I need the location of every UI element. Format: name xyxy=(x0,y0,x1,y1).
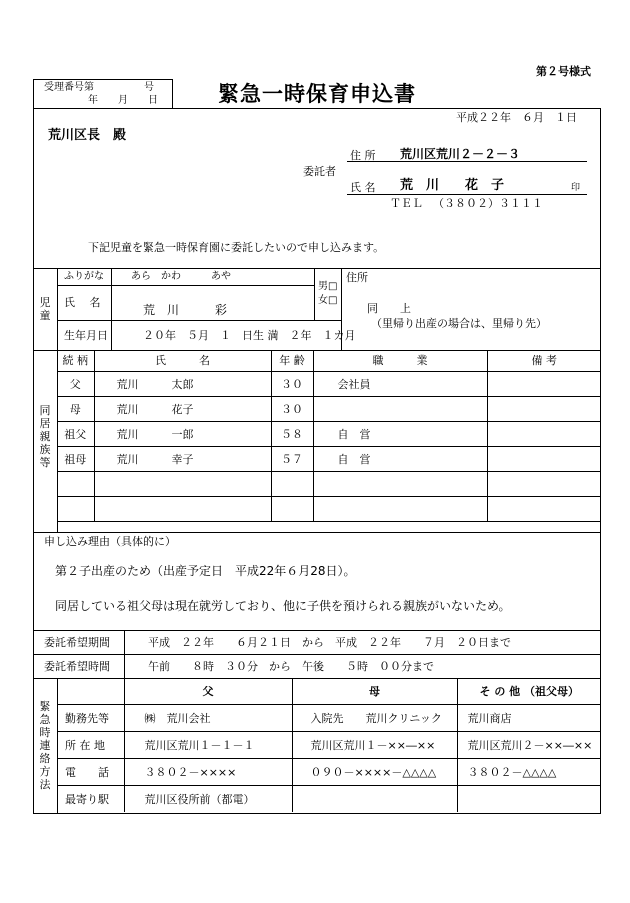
section-char: 居 xyxy=(39,417,51,430)
section-char: 親 xyxy=(39,430,51,443)
reason-label: 申し込み理由（具体的に） xyxy=(44,535,176,548)
child-name-label: 氏 名 xyxy=(64,296,101,309)
section-char: 時 xyxy=(39,726,51,739)
applicant-name: 荒 川 花 子 xyxy=(400,178,505,193)
table-row xyxy=(57,446,601,471)
table-row xyxy=(57,421,601,446)
table-row xyxy=(57,785,601,812)
tel-label: ＴＥＬ xyxy=(390,197,423,210)
addressee: 荒川区長 殿 xyxy=(48,128,127,143)
section-char: 童 xyxy=(39,309,51,322)
age-cell xyxy=(271,471,313,496)
table-row xyxy=(57,731,601,758)
rule xyxy=(33,630,601,631)
rule xyxy=(57,268,58,350)
other-cell: 荒川商店 xyxy=(457,704,601,731)
rule xyxy=(314,268,315,320)
notes-cell xyxy=(487,396,601,421)
notes-cell xyxy=(487,371,601,396)
rule xyxy=(57,285,314,286)
section-char: 法 xyxy=(39,778,51,791)
occupation-cell xyxy=(313,496,487,521)
name-cell: 荒川 花子 xyxy=(94,396,271,421)
father-cell: 荒川区荒川１－１－１ xyxy=(124,731,292,758)
table-row xyxy=(57,496,601,521)
section-char: 等 xyxy=(39,456,51,469)
age-cell: ３０ xyxy=(271,396,313,421)
relation-cell: 父 xyxy=(57,371,94,396)
notes-cell xyxy=(487,496,601,521)
name-cell xyxy=(94,471,271,496)
name-cell: 荒川 一郎 xyxy=(94,421,271,446)
table-row xyxy=(57,396,601,421)
section-family xyxy=(38,404,52,469)
section-child xyxy=(38,296,52,322)
table-row xyxy=(57,704,601,731)
rule xyxy=(33,654,601,655)
child-address-note: （里帰り出産の場合は、里帰り先） xyxy=(371,317,547,330)
applicant-tel: （３８０２）３１１１ xyxy=(433,197,543,210)
sex-female-checkbox[interactable]: 女□ xyxy=(318,295,338,306)
birth-label: 生年月日 xyxy=(64,329,108,342)
table-row xyxy=(57,471,601,496)
applicant-address: 荒川区荒川２－２－３ xyxy=(400,147,521,161)
furigana-label: ふりがな xyxy=(64,271,104,282)
sex-male-checkbox[interactable]: 男□ xyxy=(318,281,338,292)
mother-cell xyxy=(292,785,457,812)
mother-cell: 荒川区荒川１－××―×× xyxy=(292,731,457,758)
child-name: 荒 川 彩 xyxy=(143,303,228,317)
period-label: 委託希望期間 xyxy=(44,636,110,649)
child-birth: ２０年 ５月 １ 日生 満 ２年 １カ月 xyxy=(143,329,356,342)
age-cell: ５７ xyxy=(271,446,313,471)
emergency-header-row xyxy=(57,678,601,704)
header-father: 父 xyxy=(124,678,292,704)
age-cell: ５８ xyxy=(271,421,313,446)
name-cell xyxy=(94,496,271,521)
reason-line-1: 第２子出産のため（出産予定日 平成22年６月28日）。 xyxy=(55,564,356,578)
header-relation: 続 柄 xyxy=(57,350,94,371)
family-table xyxy=(57,350,601,522)
child-address: 同 上 xyxy=(367,302,411,315)
section-emergency xyxy=(38,700,52,791)
notes-cell xyxy=(487,446,601,471)
name-underline xyxy=(347,194,587,195)
row-label: 所 在 地 xyxy=(57,731,124,758)
mother-cell: 入院先 荒川クリニック xyxy=(292,704,457,731)
other-cell xyxy=(457,785,601,812)
section-char: 児 xyxy=(39,296,51,309)
family-header-row xyxy=(57,350,601,371)
name-cell: 荒川 幸子 xyxy=(94,446,271,471)
receipt-date: 年 月 日 xyxy=(88,95,158,106)
age-cell: ３０ xyxy=(271,371,313,396)
relation-cell: 祖母 xyxy=(57,446,94,471)
rule xyxy=(111,268,112,350)
section-char: 緊 xyxy=(39,700,51,713)
row-label: 最寄り駅 xyxy=(57,785,124,812)
father-cell: 荒川区役所前（都電） xyxy=(124,785,292,812)
section-char: 連 xyxy=(39,739,51,752)
header-blank xyxy=(57,678,124,704)
name-label: 氏 名 xyxy=(350,181,376,194)
relation-cell xyxy=(57,471,94,496)
rule xyxy=(33,268,601,269)
address-underline xyxy=(347,161,587,162)
father-cell: ㈱ 荒川会社 xyxy=(124,704,292,731)
occupation-cell: 自 営 xyxy=(313,421,487,446)
other-cell: ３８０２－△△△△ xyxy=(457,758,601,785)
name-cell: 荒川 太郎 xyxy=(94,371,271,396)
occupation-cell: 会社員 xyxy=(313,371,487,396)
intro-text: 下記児童を緊急一時保育園に委託したいので申し込みます。 xyxy=(88,241,385,254)
form-number: 第２号様式 xyxy=(536,65,591,78)
relation-cell: 母 xyxy=(57,396,94,421)
period-value: 平成 ２２年 ６月２１日 から 平成 ２２年 ７月 ２０日まで xyxy=(148,636,511,649)
notes-cell xyxy=(487,421,601,446)
reason-line-2: 同居している祖父母は現在就労しており、他に子供を預けられる親族がいないため。 xyxy=(55,599,511,613)
header-age: 年 齢 xyxy=(271,350,313,371)
occupation-cell xyxy=(313,471,487,496)
rule xyxy=(124,630,125,678)
child-address-label: 住所 xyxy=(346,271,368,284)
header-notes: 備 考 xyxy=(487,350,601,371)
table-row xyxy=(57,371,601,396)
relation-cell: 祖父 xyxy=(57,421,94,446)
section-char: 絡 xyxy=(39,752,51,765)
receipt-box xyxy=(33,79,173,109)
notes-cell xyxy=(487,471,601,496)
mother-cell: ０９０－××××－△△△△ xyxy=(292,758,457,785)
document-title: 緊急一時保育申込書 xyxy=(218,82,416,106)
occupation-cell xyxy=(313,396,487,421)
other-cell: 荒川区荒川２－××―×× xyxy=(457,731,601,758)
applicant-role: 委託者 xyxy=(303,165,336,178)
section-char: 急 xyxy=(39,713,51,726)
header-other: そ の 他 （祖父母） xyxy=(457,678,601,704)
header-occupation: 職 業 xyxy=(313,350,487,371)
emergency-table xyxy=(57,678,601,812)
time-value: 午前 ８時 ３０分 から 午後 ５時 ００分まで xyxy=(148,660,434,673)
child-furigana: あら かわ あや xyxy=(131,271,231,282)
seal-mark: 印 xyxy=(571,183,581,193)
age-cell xyxy=(271,496,313,521)
rule xyxy=(33,532,601,533)
row-label: 勤務先等 xyxy=(57,704,124,731)
receipt-number: 受理番号第 号 xyxy=(44,82,154,93)
time-label: 委託希望時間 xyxy=(44,660,110,673)
father-cell: ３８０２－×××× xyxy=(124,758,292,785)
table-row xyxy=(57,758,601,785)
header-mother: 母 xyxy=(292,678,457,704)
section-char: 方 xyxy=(39,765,51,778)
section-char: 族 xyxy=(39,443,51,456)
occupation-cell: 自 営 xyxy=(313,446,487,471)
row-label: 電 話 xyxy=(57,758,124,785)
relation-cell xyxy=(57,496,94,521)
rule xyxy=(57,320,341,321)
application-date: 平成２２年 ６月 １日 xyxy=(456,111,577,124)
section-char: 同 xyxy=(39,404,51,417)
header-name: 氏 名 xyxy=(94,350,271,371)
address-label: 住 所 xyxy=(350,149,376,162)
